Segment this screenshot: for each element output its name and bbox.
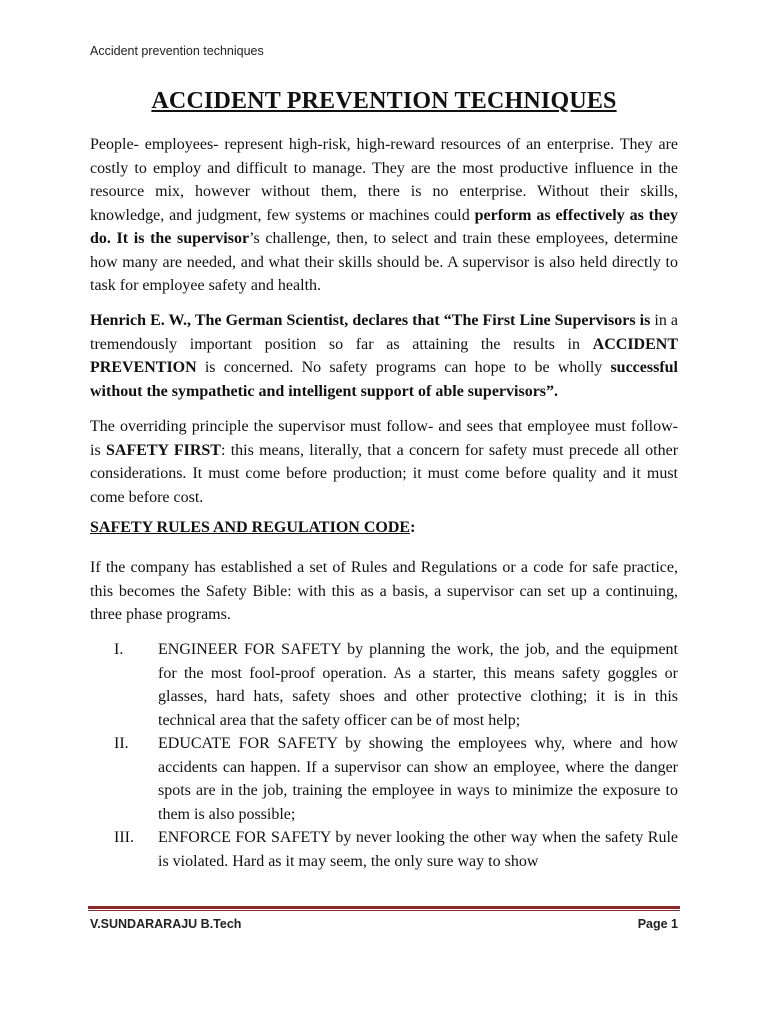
page-title: ACCIDENT PREVENTION TECHNIQUES bbox=[151, 88, 617, 114]
paragraph-intro-text-1: People- employees- represent high-risk, high-reward resources of an enterprise. They are costly to employ and difficult to manage. They are the most productive influence in the resource mix, however without them, there is no enterprise. Without their skills, knowledge, and judgment, few systems or machines could bbox=[90, 136, 678, 224]
running-header: Accident prevention techniques bbox=[90, 44, 264, 58]
quote-text-2: is concerned. No safety programs can hope to be wholly bbox=[196, 359, 611, 376]
principle-bold: SAFETY FIRST bbox=[105, 441, 221, 459]
program-list bbox=[90, 638, 678, 873]
footer-rule bbox=[88, 906, 680, 911]
list-item-text: ENGINEER FOR SAFETY by planning the work, the job, and the equipment for the most fool-proof operation. As a starter, this means safety goggles or glasses, hard hats, safety shoes and other protective clothing; it is in this technical area that the safety officer can be of most help; bbox=[158, 641, 678, 729]
section-heading-colon: : bbox=[410, 519, 416, 536]
quote-bold-1: Henrich E. W., The German Scientist, declares that “The First Line Supervisors is bbox=[90, 312, 651, 329]
list-item bbox=[90, 732, 678, 826]
paragraph-intro bbox=[90, 133, 678, 298]
quote-bold-2: ACCIDENT PREVENTION bbox=[90, 335, 678, 376]
footer-author: V.SUNDARARAJU B.Tech bbox=[90, 917, 242, 931]
principle-text-1: The overriding principle the supervisor must follow- and sees that employee must follow- is bbox=[90, 418, 678, 459]
paragraph-intro-bold: perform as effectively as they do. It is the supervisor bbox=[90, 206, 679, 247]
list-item-text: ENFORCE FOR SAFETY by never looking the other way when the safety Rule is violated. Hard as it may seem, the only sure way to show bbox=[158, 829, 678, 870]
list-item-number: II. bbox=[114, 735, 129, 752]
section-heading-text: SAFETY RULES AND REGULATION CODE bbox=[90, 519, 411, 536]
principle-text-2: : this means, literally, that a concern for safety must precede all other considerations. It must come before production; it must come before quality and it must come before cost. bbox=[90, 441, 679, 506]
paragraph-rules: If the company has established a set of Rules and Regulations or a code for safe practice, this becomes the Safety Bible: with this as a basis, a supervisor can set up a continuing, three phase programs. bbox=[90, 559, 678, 623]
list-item bbox=[90, 638, 678, 732]
paragraph-principle bbox=[90, 415, 678, 509]
list-item-number: III. bbox=[114, 829, 134, 846]
list-item-text: EDUCATE FOR SAFETY by showing the employees why, where and how accidents can happen. If a supervisor can show an employee, where the danger spots are in the job, training the employee in ways to minimize the exposure to them is also possible; bbox=[158, 735, 678, 823]
quote-text-1: in a tremendously important position so far as attaining the results in bbox=[90, 312, 679, 353]
quote-bold-3: successful without the sympathetic and intelligent support of able supervisors”. bbox=[90, 359, 678, 400]
paragraph-quote bbox=[90, 309, 678, 403]
list-item bbox=[90, 826, 678, 873]
footer-page-number: Page 1 bbox=[637, 917, 678, 931]
paragraph-intro-text-2: ’s challenge, then, to select and train these employees, determine how many are needed, and what their skills should be. A supervisor is also held directly to task for employee safety and health. bbox=[90, 230, 678, 294]
section-heading bbox=[90, 519, 415, 537]
list-item-number: I. bbox=[114, 641, 124, 658]
